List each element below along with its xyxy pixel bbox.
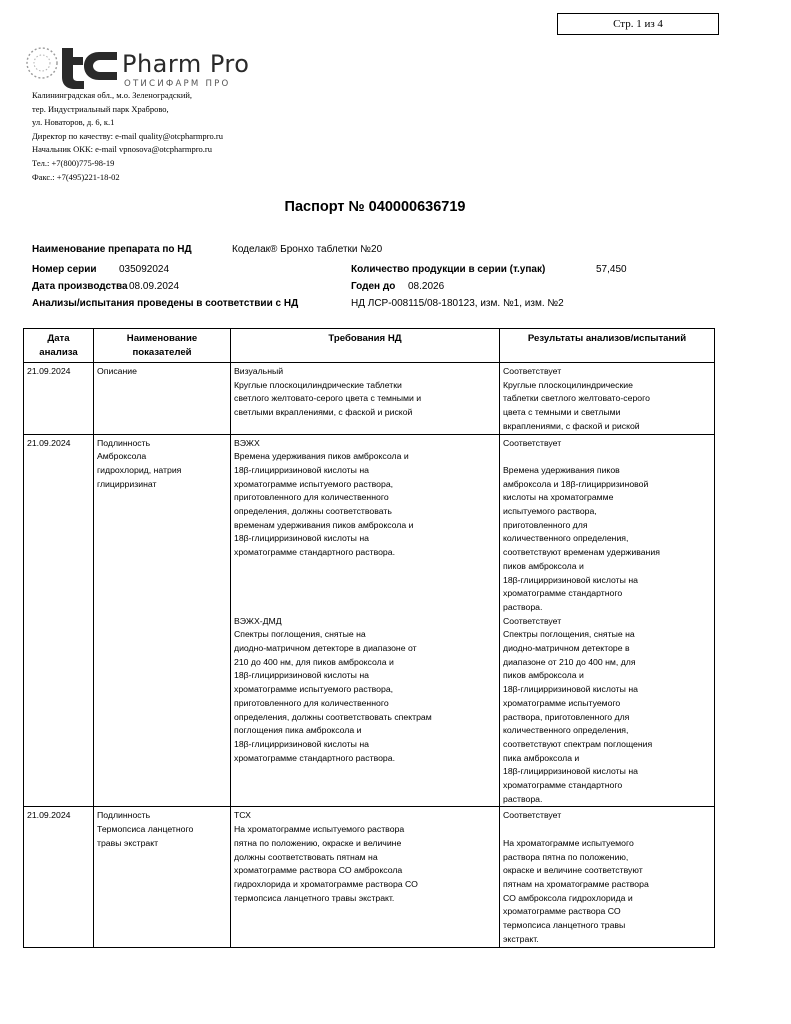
quantity-value: 57,450 (596, 264, 627, 275)
drug-name-label: Наименование препарата по НД (32, 244, 192, 255)
phone: Тел.: +7(800)775-98-19 (32, 157, 115, 168)
quality-director-email: Директор по качеству: e-mail quality@otcpharmpro.ru (32, 130, 223, 141)
expiry-value: 08.2026 (408, 281, 445, 292)
table-row (24, 807, 715, 947)
cell-requirements: Визуальный Круглые плоскоцилиндрические таблетки светлого желтовато-серого цвета с темными и светлыми вкраплениями, с фаской и риской (231, 363, 500, 435)
company-logo (22, 38, 302, 92)
analysis-table (23, 328, 715, 948)
cell-results: Соответствует Времена удерживания пиков амброксола и 18β-глицирризиновой кислоты на хроматограмме испытуемого раствора, приготовленного для количественного определения, соответствуют временам удерживания пиков амброксола и 18β-глицирризиновой кислоты на хроматограмме стандартного раствора. Соответствует Спектры поглощения, снятые на диодно-матричном детекторе в диапазоне от 210 до 400 нм, для пиков амброксола и 18β-глицирризиновой кислоты на хроматограмме испытуемого раствора, приготовленного для количественного определения, соответствуют спектрам поглощения пика амброксола и 18β-глицирризиновой кислоты на хроматограмме стандартного раствора. (500, 434, 715, 807)
table-row (24, 434, 715, 807)
header-indicator: Наименование показателей (94, 329, 231, 363)
cell-indicator: Подлинность Термопсиса ланцетного травы экстракт (94, 807, 231, 947)
series-label: Номер серии (32, 264, 97, 275)
drug-name-value: Коделак® Бронхо таблетки №20 (232, 244, 383, 255)
cell-date: 21.09.2024 (24, 434, 94, 807)
series-value: 035092024 (119, 264, 170, 275)
expiry-label: Годен до (351, 281, 396, 292)
page-counter: Стр. 1 из 4 (557, 13, 719, 35)
tests-label: Анализы/испытания проведены в соответствии с НД (32, 298, 299, 309)
fax: Факс.: +7(495)221-18-02 (32, 171, 120, 182)
logo-c-shape (84, 52, 117, 80)
production-date-value: 08.09.2024 (129, 281, 180, 292)
cell-indicator: Подлинность Амброксола гидрохлорид, натрия глицирризинат (94, 434, 231, 807)
globe-icon (27, 48, 57, 78)
table-row (24, 363, 715, 435)
document-title: Паспорт № 040000636719 (284, 199, 466, 215)
header-requirements: Требования НД (231, 329, 500, 363)
table-header-row (24, 329, 715, 363)
cell-date: 21.09.2024 (24, 807, 94, 947)
address-line: ул. Новаторов, д. 6, к.1 (32, 117, 115, 128)
logo-t-shape (62, 48, 84, 89)
logo-subtitle-text: ОТИСИФАРМ ПРО (124, 79, 231, 89)
production-date-label: Дата производства (32, 281, 128, 292)
qc-head-email: Начальник ОКК: e-mail vpnosova@otcpharmpro.ru (32, 144, 213, 155)
logo-brand-text: Pharm Pro (122, 50, 250, 78)
tests-value: НД ЛСР-008115/08-180123, изм. №1, изм. №2 (351, 298, 564, 309)
quantity-label: Количество продукции в серии (т.упак) (351, 264, 546, 275)
header-results: Результаты анализов/испытаний (500, 329, 715, 363)
cell-results: Соответствует На хроматограмме испытуемого раствора пятна по положению, окраске и величине соответствуют пятнам на хроматограмме раствора СО амброксола гидрохлорида и хроматограмме раствора СО термопсиса ланцетного травы экстракт. (500, 807, 715, 947)
address-line: Калининградская обл., м.о. Зеленоградский, (32, 90, 193, 100)
header-date: Дата анализа (24, 329, 94, 363)
company-address (32, 89, 223, 184)
cell-requirements: ТСХ На хроматограмме испытуемого раствора пятна по положению, окраске и величине должны соответствовать пятнам на хроматограмме раствора СО амброксола гидрохлорида и хроматограмме раствора СО термопсиса ланцетного травы экстракт. (231, 807, 500, 947)
cell-requirements: ВЭЖХ Времена удерживания пиков амброксола и 18β-глицирризиновой кислоты на хроматограмме испытуемого раствора, приготовленного для количественного определения, должны соответствовать временам удерживания пиков амброксола и 18β-глицирризиновой кислоты на хроматограмме стандартного раствора. ВЭЖХ-ДМД Спектры поглощения, снятые на диодно-матричном детекторе в диапазоне от 210 до 400 нм, для пиков амброксола и 18β-глицирризиновой кислоты на хроматограмме испытуемого раствора, приготовленного для количественного определения, должны соответствовать спектрам поглощения пика амброксола и 18β-глицирризиновой кислоты на хроматограмме стандартного раствора. (231, 434, 500, 807)
address-line: тер. Индустриальный парк Храброво, (32, 103, 169, 114)
cell-date: 21.09.2024 (24, 363, 94, 435)
cell-results: Соответствует Круглые плоскоцилиндрические таблетки светлого желтовато-серого цвета с темными и светлыми вкраплениями, с фаской и риской (500, 363, 715, 435)
cell-indicator: Описание (94, 363, 231, 435)
